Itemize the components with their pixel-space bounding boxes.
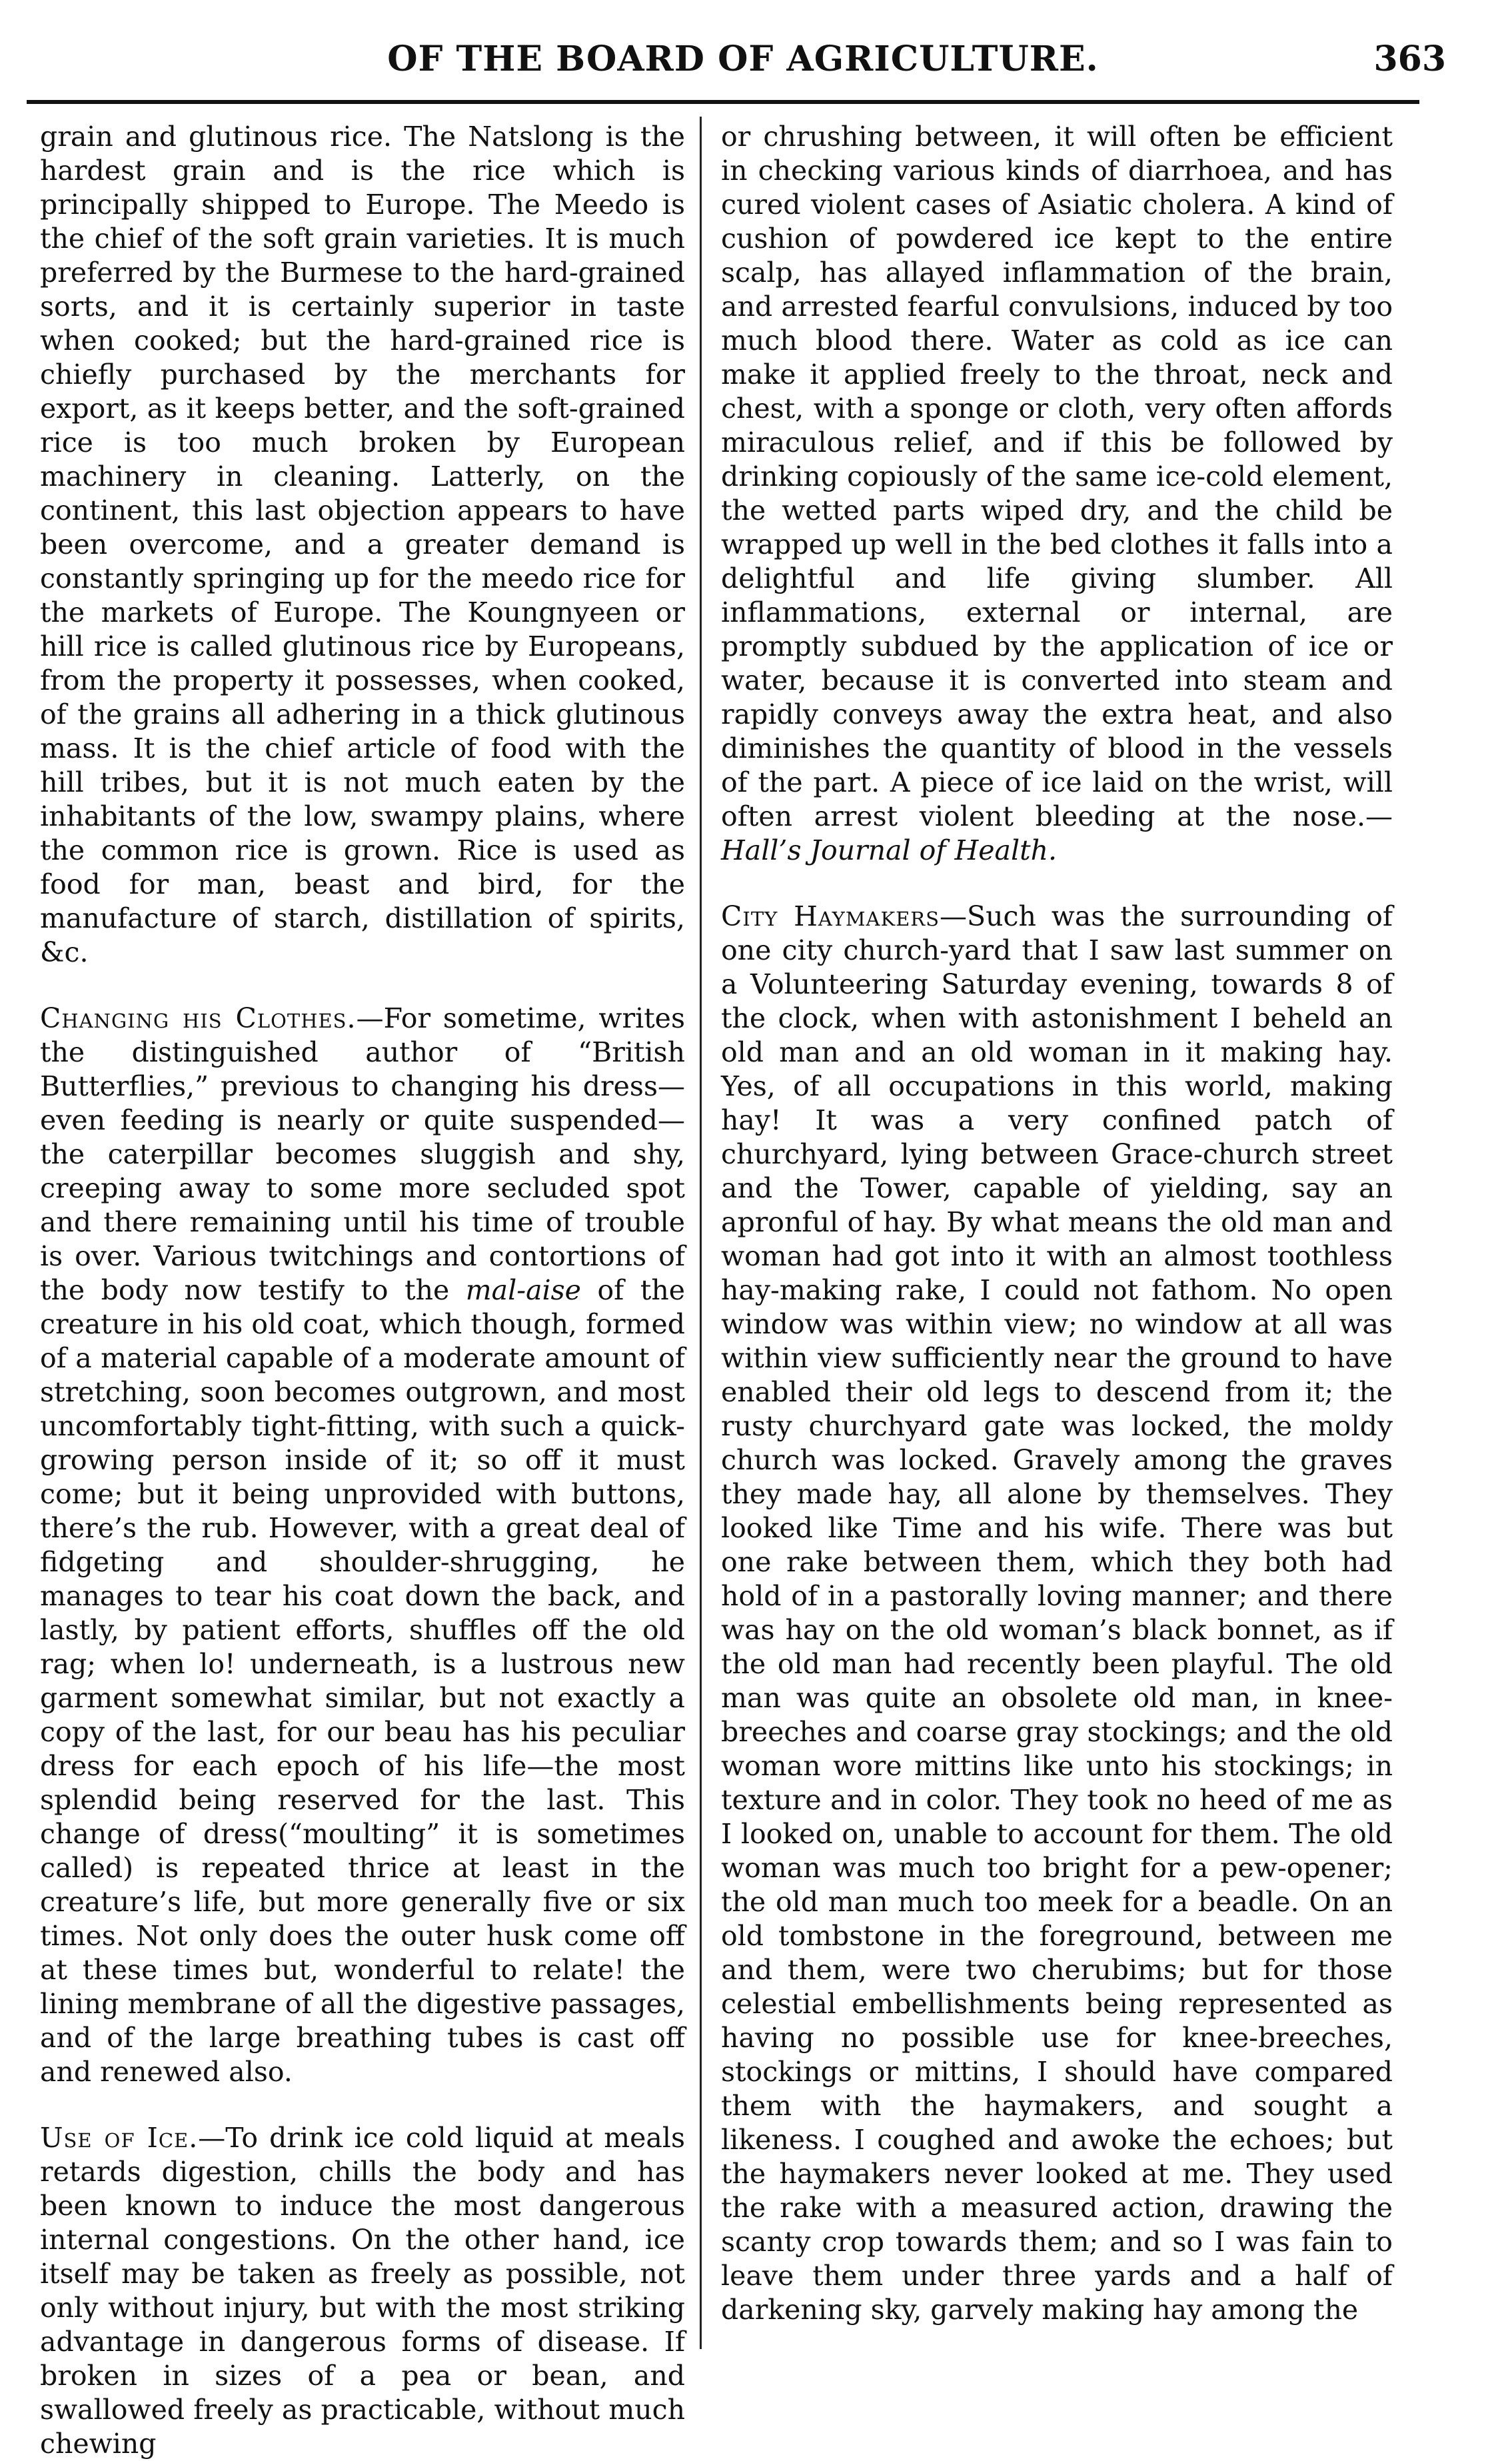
column-divider <box>700 117 702 2349</box>
changing-clothes-text-b: of the creature in his old coat, which though, formed of a material capable of a moderate amount of stretching, soon becomes outgrown, and most uncomfortably tight-fitting, with such a quick-growing person inside of it; so off it must come; but it being unprovided with buttons, there’s the rub. However, with a great deal of fidgeting and shoulder-shrugging, he manages to tear his coat down the back, and lastly, by patient efforts, shuffles off the old rag; when lo! underneath, is a lustrous new garment somewhat similar, but not exactly a copy of the last, for our beau has his peculiar dress for each epoch of his life—the most splendid being reserved for the last. This change of dress(“moulting” it is sometimes called) is repeated thrice at least in the creature’s life, but more generally five or six times. Not only does the outer husk come off at these times but, wonderful to relate! the lining membrane of all the digestive passages, and of the large breathing tubes is cast off and renewed also. <box>40 1274 685 2088</box>
paragraph-use-of-ice <box>40 2121 685 2461</box>
source-citation: Hall’s Journal of Health. <box>721 834 1058 866</box>
use-of-ice-text: —To drink ice cold liquid at meals retards digestion, chills the body and has been known to induce the most dangerous internal congestions. On the other hand, ice itself may be taken as freely as possible, not only without injury, but with the most striking advantage in dangerous forms of disease. If broken in sizes of a pea or bean, and swallowed freely as practicable, without much chewing <box>40 2122 685 2460</box>
paragraph-city-haymakers <box>721 900 1393 2327</box>
page-header <box>40 27 1446 90</box>
paragraph-ice-continued <box>721 120 1393 868</box>
left-column <box>40 120 685 2460</box>
section-heading-city-haymakers: City Haymakers <box>721 900 940 932</box>
running-title: OF THE BOARD OF AGRICULTURE. <box>387 39 1099 79</box>
changing-clothes-text-a: —For sometime, writes the distinguished author of “British Butterflies,” previous to changing his dress—even feeding is nearly or quite suspended—the caterpillar becomes sluggish and shy, creeping away to some more secluded spot and there remaining until his time of trouble is over. Various twitchings and contortions of the body now testify to the <box>40 1002 685 1306</box>
header-rule <box>27 100 1419 104</box>
page-number: 363 <box>1373 39 1446 79</box>
paragraph-changing-clothes <box>40 1002 685 2089</box>
city-haymakers-text: —Such was the surrounding of one city church-yard that I saw last summer on a Volunteering Saturday evening, towards 8 of the clock, when with astonishment I beheld an old man and an old woman in it making hay. Yes, of all occupations in this world, making hay! It was a very confined patch of churchyard, lying between Grace-church street and the Tower, capable of yielding, say an apronful of hay. By what means the old man and woman had got into it with an almost toothless hay-making rake, I could not fathom. No open window was within view; no window at all was within view sufficiently near the ground to have enabled their old legs to descend from it; the rusty churchyard gate was locked, the moldy church was locked. Gravely among the graves they made hay, all alone by themselves. They looked like Time and his wife. There was but one rake between them, which they both had hold of in a pastorally loving manner; and there was hay on the old woman’s black bonnet, as if the old man had recently been playful. The old man was quite an obsolete old man, in knee-breeches and coarse gray stockings; and the old woman wore mittins like unto his stockings; in texture and in color. They took no heed of me as I looked on, unable to account for them. The old woman was much too bright for a pew-opener; the old man much too meek for a beadle. On an old tombstone in the foreground, between me and them, were two cherubims; but for those celestial embellishments being represented as having no possible use for knee-breeches, stockings or mittins, I should have compared them with the haymakers, and sought a likeness. I coughed and awoke the echoes; but the haymakers never looked at me. They used the rake with a measured action, drawing the scanty crop towards them; and so I was fain to leave them under three yards and a half of darkening sky, garvely making hay among the <box>721 900 1393 2326</box>
ice-continued-text: or chrushing between, it will often be efficient in checking various kinds of diarrhoea, and has cured violent cases of Asiatic cholera. A kind of cushion of powdered ice kept to the entire scalp, has allayed inflammation of the brain, and arrested fearful convulsions, induced by too much blood there. Water as cold as ice can make it applied freely to the throat, neck and chest, with a sponge or cloth, very often affords miraculous relief, and if this be followed by drinking copiously of the same ice-cold element, the wetted parts wiped dry, and the child be wrapped up well in the bed clothes it falls into a delightful and life giving slumber. All inflammations, external or internal, are promptly subdued by the application of ice or water, because it is converted into steam and rapidly conveys away the extra heat, and also diminishes the quantity of blood in the vessels of the part. A piece of ice laid on the wrist, will often arrest violent bleeding at the nose.— <box>721 121 1393 832</box>
mal-aise-italic: mal-aise <box>465 1274 581 1306</box>
paragraph-rice: grain and glutinous rice. The Natslong is the hardest grain and is the rice which is principally shipped to Europe. The Meedo is the chief of the soft grain varieties. It is much preferred by the Burmese to the hard-grained sorts, and it is certainly superior in taste when cooked; but the hard-grained rice is chiefly purchased by the merchants for export, as it keeps better, and the soft-grained rice is too much broken by European machinery in cleaning. Latterly, on the continent, this last objection appears to have been overcome, and a greater demand is constantly springing up for the meedo rice for the markets of Europe. The Koungnyeen or hill rice is called glutinous rice by Europeans, from the property it possesses, when cooked, of the grains all adhering in a thick glutinous mass. It is the chief article of food with the hill tribes, but it is not much eaten by the inhabitants of the low, swampy plains, where the common rice is grown. Rice is used as food for man, beast and bird, for the manufacture of starch, distillation of spirits, &c. <box>40 121 685 968</box>
section-heading-use-of-ice: Use of Ice. <box>40 2122 199 2154</box>
right-column <box>721 120 1393 2346</box>
section-heading-changing-clothes: Changing his Clothes. <box>40 1002 357 1034</box>
